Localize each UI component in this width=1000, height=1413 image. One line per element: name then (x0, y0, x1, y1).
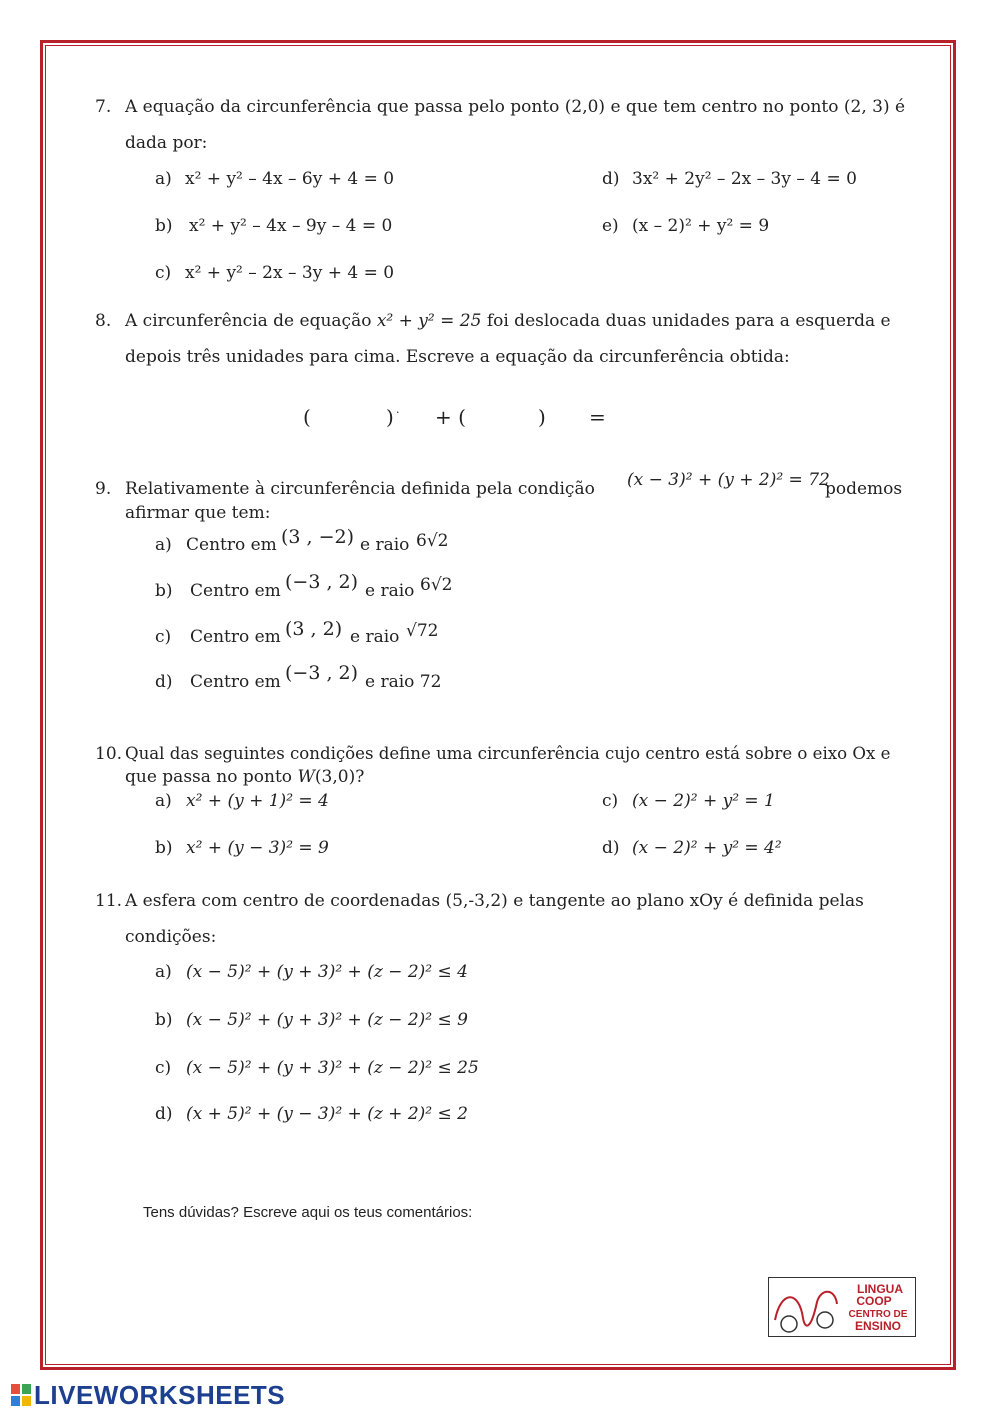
q10-number: 10. (95, 744, 123, 764)
q11-text-line1: A esfera com centro de coordenadas (5,-3,2) e tangente ao plano xOy é definida pelas (125, 891, 864, 911)
liveworksheets-brand-text: LIVEWORKSHEETS (34, 1380, 286, 1410)
q11-text-line2: condições: (125, 927, 217, 947)
q10-option-d: (x − 2)² + y² = 4² (632, 838, 782, 858)
q8-answer-exponent-dot: · (396, 406, 400, 419)
q7-option-d: 3x² + 2y² – 2x – 3y – 4 = 0 (632, 169, 857, 189)
page-border-inner (45, 45, 951, 1365)
q9-option-d-lead: Centro em (190, 672, 281, 692)
q10-option-c-letter[interactable]: c) (602, 791, 619, 811)
q9-option-a-letter[interactable]: a) (155, 535, 172, 555)
q9-option-d-letter[interactable]: d) (155, 672, 173, 692)
comments-prompt: Tens dúvidas? Escreve aqui os teus comentários: (143, 1204, 473, 1221)
logo-line4: ENSINO (854, 1319, 901, 1333)
linguacoop-logo (768, 1277, 916, 1337)
q7-option-e-letter[interactable]: e) (602, 216, 619, 236)
q10-option-a: x² + (y + 1)² = 4 (186, 791, 329, 811)
logo-line2: COOP (856, 1294, 892, 1308)
logo-swirl-icon (771, 1280, 841, 1336)
q9-option-b-center: (−3 , 2) (285, 571, 359, 593)
q8-number: 8. (95, 311, 112, 331)
comments-input[interactable] (140, 1226, 740, 1266)
q11-option-c-letter[interactable]: c) (155, 1058, 172, 1078)
q7-option-c-letter[interactable]: c) (155, 263, 172, 283)
q8-answer-plus-open-paren: + ( (435, 405, 466, 429)
q7-option-e: (x – 2)² + y² = 9 (632, 216, 770, 236)
q10-option-b: x² + (y − 3)² = 9 (186, 838, 329, 858)
q11-option-a: (x − 5)² + (y + 3)² + (z − 2)² ≤ 4 (186, 962, 468, 982)
q7-text-line1: A equação da circunferência que passa pelo ponto (2,0) e que tem centro no ponto (2, 3) é (125, 97, 906, 117)
q11-option-d-letter[interactable]: d) (155, 1104, 173, 1124)
q10-option-c: (x − 2)² + y² = 1 (632, 791, 775, 811)
q11-option-a-letter[interactable]: a) (155, 962, 172, 982)
q9-text-line2: afirmar que tem: (125, 503, 271, 523)
q7-option-a: x² + y² – 4x – 6y + 4 = 0 (185, 169, 395, 189)
q10-option-a-letter[interactable]: a) (155, 791, 172, 811)
q9-option-a-mid: e raio (360, 535, 410, 555)
logo-line3: CENTRO DE (848, 1309, 908, 1320)
q8-text-line1 (125, 310, 891, 332)
q10-option-b-letter[interactable]: b) (155, 838, 173, 858)
q9-option-a-lead: Centro em (186, 535, 277, 555)
q11-option-b-letter[interactable]: b) (155, 1010, 173, 1030)
q9-text-line1-b: podemos (825, 479, 903, 499)
q7-option-b-letter[interactable]: b) (155, 216, 173, 236)
q7-option-a-letter[interactable]: a) (155, 169, 172, 189)
q9-equation: (x − 3)² + (y + 2)² = 72 (627, 470, 830, 490)
q9-option-a-center: (3 , −2) (281, 526, 355, 548)
q8-equation: x² + y² = 25 (376, 311, 482, 331)
q9-option-b-mid: e raio (365, 581, 415, 601)
q11-option-b: (x − 5)² + (y + 3)² + (z − 2)² ≤ 9 (186, 1010, 468, 1030)
q10-text-line2-a: que passa no ponto (125, 767, 293, 787)
q10-text-line1: Qual das seguintes condições define uma circunferência cujo centro está sobre o eixo Ox e (125, 744, 891, 763)
logo-line1: LINGUA (857, 1282, 903, 1296)
q8-answer-blank-2[interactable] (468, 404, 534, 432)
q9-option-c-radius: √72 (406, 621, 439, 641)
q9-option-c-letter[interactable]: c) (155, 627, 172, 647)
liveworksheets-logo-icon (10, 1383, 32, 1407)
q8-answer-blank-3[interactable] (612, 404, 692, 432)
q8-answer-close-paren-2: ) (538, 405, 546, 429)
q9-number: 9. (95, 479, 112, 499)
q8-text-line1-a: A circunferência de equação (125, 311, 372, 331)
q9-option-b-lead: Centro em (190, 581, 281, 601)
q7-option-d-letter[interactable]: d) (602, 169, 620, 189)
q8-answer-blank-1[interactable] (318, 404, 384, 432)
q9-text-line1-a: Relativamente à circunferência definida pela condição (125, 479, 595, 499)
q9-option-d-center: (−3 , 2) (285, 662, 359, 684)
q8-text-line2: depois três unidades para cima. Escreve a equação da circunferência obtida: (125, 347, 790, 367)
q10-point-coords: (3,0)? (314, 767, 365, 787)
q9-option-c-center: (3 , 2) (285, 618, 343, 640)
q10-option-d-letter[interactable]: d) (602, 838, 620, 858)
q7-number: 7. (95, 97, 112, 117)
q10-text-line2 (125, 766, 364, 788)
q11-option-d: (x + 5)² + (y − 3)² + (z + 2)² ≤ 2 (186, 1104, 468, 1124)
q8-text-line1-b: foi deslocada duas unidades para a esquerda e (486, 311, 891, 331)
q8-answer-close-paren-1: ) (386, 405, 394, 429)
q9-option-a-radius: 6√2 (416, 531, 449, 551)
q9-option-b-radius: 6√2 (420, 575, 453, 595)
q11-number: 11. (95, 891, 123, 911)
q9-option-b-letter[interactable]: b) (155, 581, 173, 601)
q7-text-line2: dada por: (125, 133, 208, 153)
q8-answer-equals: = (589, 405, 606, 429)
q8-answer-open-paren-1: ( (303, 405, 311, 429)
q9-option-c-mid: e raio (350, 627, 400, 647)
q9-option-c-lead: Centro em (190, 627, 281, 647)
q7-option-c: x² + y² – 2x – 3y + 4 = 0 (185, 263, 395, 283)
q10-point-label: W (297, 767, 315, 787)
q7-option-b: x² + y² – 4x – 9y – 4 = 0 (189, 216, 393, 236)
q9-option-d-mid: e raio 72 (365, 672, 442, 692)
liveworksheets-brand[interactable] (10, 1380, 285, 1408)
q11-option-c: (x − 5)² + (y + 3)² + (z − 2)² ≤ 25 (186, 1058, 479, 1078)
